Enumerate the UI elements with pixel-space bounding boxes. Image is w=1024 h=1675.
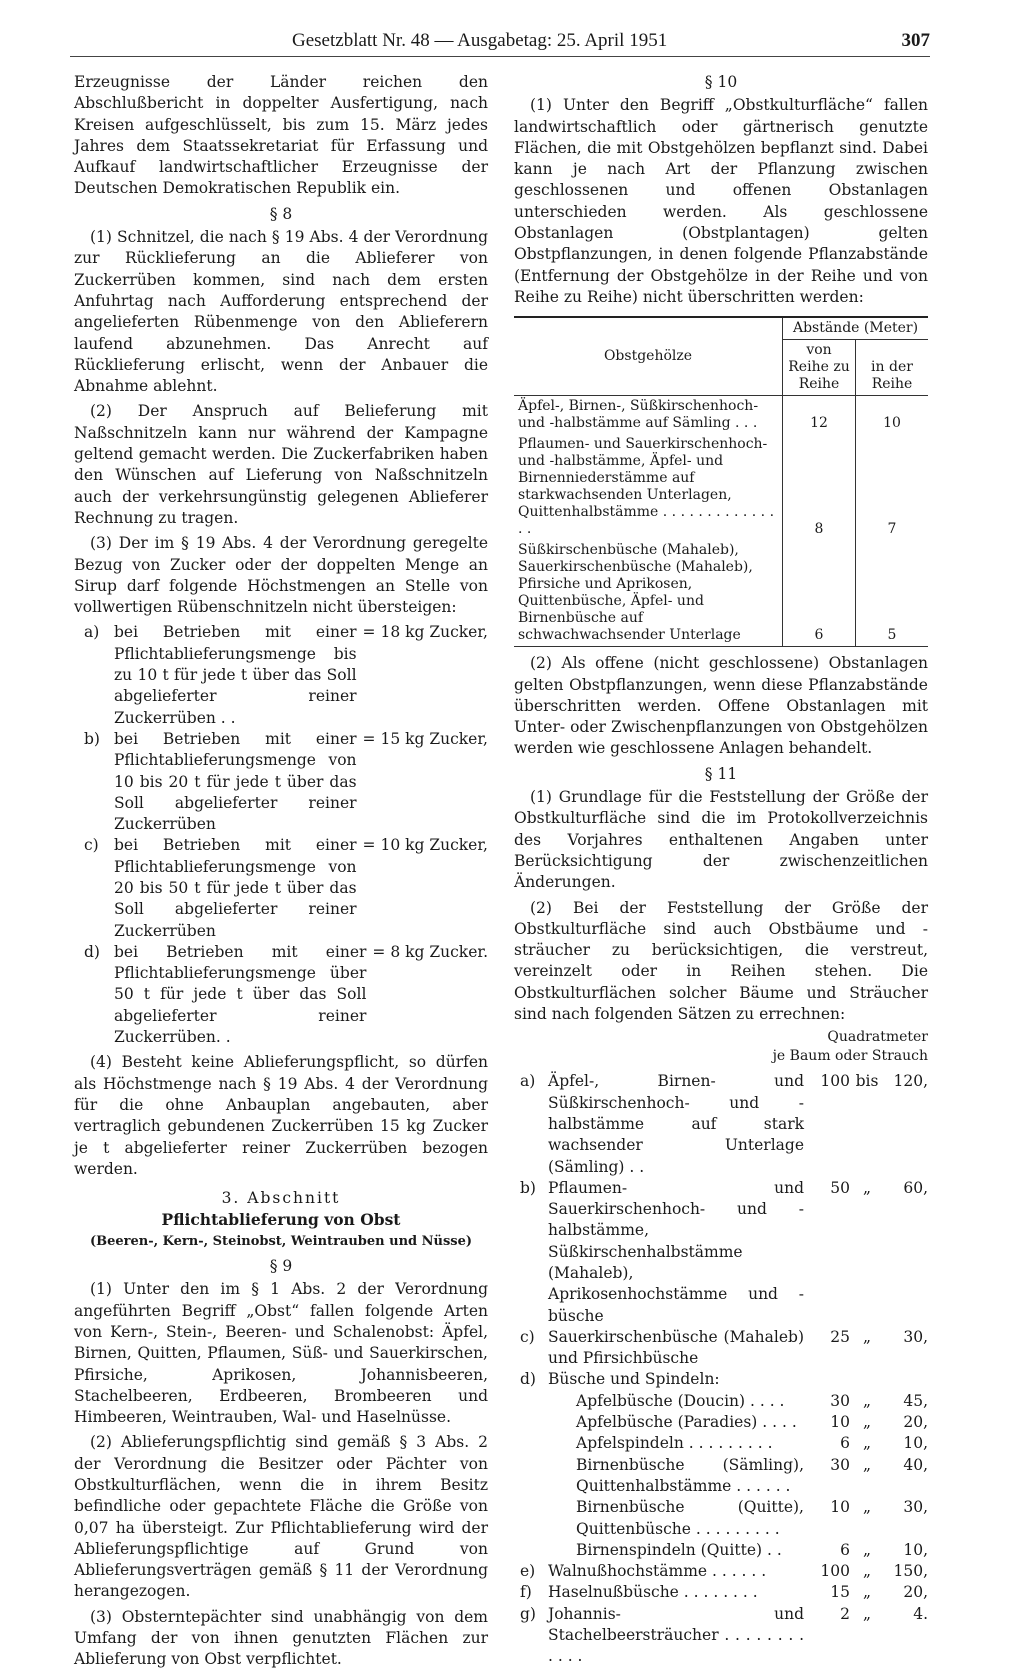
list-item-text: bei Betrieben mit einer Pflichtablieferungsmenge bis zu 10 t für jede t über das Soll abgelieferter reiner Zuckerrüben . .	[114, 623, 357, 727]
rate-row: Apfelspindeln . . . . . . . . . 6 „ 10,	[576, 1434, 928, 1453]
list-item-value: = 8 kg Zucker.	[372, 942, 488, 961]
left-column	[74, 72, 488, 1675]
rate-row: e) Walnußhochstämme . . . . . . 100 „ 150,	[520, 1562, 928, 1581]
section-8-para-2: (2) Der Anspruch auf Belieferung mit Naßschnitzeln kann nur während der Kampagne geltend gemacht werden. Die Zuckerfabriken haben den Wünschen auf Lieferung von Naßschnitzeln auch der verkehrsungünstig gelegenen Ablieferer Rechnung zu tragen.	[74, 402, 488, 527]
right-column	[514, 72, 928, 1668]
section-11-para-2: (2) Bei der Feststellung der Größe der Obstkulturfläche sind auch Obstbäume und -sträucher zu berücksichtigen, die verstreut, vereinzelt oder in Reihen stehen. Die Obstkulturflächen solcher Bäume und Sträucher sind nach folgenden Sätzen zu errechnen:	[514, 898, 928, 1024]
page-number: 307	[901, 30, 930, 51]
list-item-text: bei Betrieben mit einer Pflichtablieferungsmenge von 10 bis 20 t für jede t über das Soll abgelieferter reiner Zuckerrüben	[114, 729, 357, 834]
table-cell-in: 7	[856, 434, 929, 540]
list-item-text: bei Betrieben mit einer Pflichtablieferungsmenge über 50 t für jede t über das Soll abgelieferter reiner Zuckerrüben. .	[114, 942, 367, 1047]
section-9-heading: § 9	[269, 1257, 293, 1276]
table-header-in-reihe: in der Reihe	[856, 340, 929, 396]
section-10-para-1: (1) Unter den Begriff „Obstkulturfläche“ fallen landwirtschaftlich oder gärtnerisch genutzte Flächen, die mit Obstgehölzen bepflanzt sind. Dabei kann je nach Art der Pflanzung zwischen geschlossenen und offenen Obstanlagen unterschieden werden. Als geschlossene Obstanlagen (Obstplantagen) gelten Obstpflanzungen, in denen folgende Pflanzabstände (Entfernung der Obstgehölze in der Reihe und von Reihe zu Reihe) nicht überschritten werden:	[514, 96, 928, 306]
list-item-value: = 15 kg Zucker,	[362, 729, 488, 748]
table-row	[514, 540, 928, 647]
section-10-heading: § 10	[704, 73, 738, 91]
section-8-heading: § 8	[269, 204, 293, 223]
list-item-value: = 10 kg Zucker,	[362, 836, 488, 855]
list-item	[74, 942, 488, 1048]
header-title: Gesetzblatt Nr. 48 — Ausgabetag: 25. April 1951	[292, 30, 668, 51]
section-10-para-2: (2) Als offene (nicht geschlossene) Obstanlagen gelten Obstpflanzungen, wenn diese Pflanzabstände überschritten werden. Offene Obstanlagen mit Unter- oder Zwischenpflanzungen von Obstgehölzen werden wie geschlossene Anlagen behandelt.	[514, 654, 928, 758]
rate-row: g) Johannis- und Stachelbeersträucher . . . . . . . . . . . . 2 „ 4.	[520, 1604, 928, 1666]
rate-row: a) Äpfel-, Birnen- und Süßkirschenhoch- und -halbstämme auf stark wachsender Unterlage (Sämling) . . 100 bis 120,	[520, 1072, 928, 1176]
rate-row: Apfelbüsche (Doucin) . . . . 30 „ 45,	[576, 1391, 928, 1410]
rate-row: Birnenspindeln (Quitte) . . 6 „ 10,	[576, 1540, 928, 1559]
rate-row: Birnenbüsche (Quitte), Quittenbüsche . . . . . . . . . 10 „ 30,	[576, 1498, 928, 1538]
table-cell-text: Süßkirschenbüsche (Mahaleb), Sauerkirschenbüsche (Mahaleb), Pfirsiche und Aprikosen, Quittenbüsche, Äpfel- und Birnenbüsche auf schwachwachsender Unterlage	[514, 540, 783, 647]
section-9-para-3: (3) Obsterntepächter sind unabhängig von dem Umfang der von ihnen genutzten Flächen zur Ablieferung von Obst verpflichtet.	[74, 1607, 488, 1669]
rates-column-header: Quadratmeter	[827, 1029, 928, 1046]
table-cell-text: Äpfel-, Birnen-, Süßkirschenhoch- und -halbstämme auf Sämling . . .	[518, 398, 759, 432]
list-item	[74, 622, 488, 728]
table-row	[514, 434, 928, 540]
rate-row: d) Büsche und Spindeln:	[520, 1370, 720, 1389]
rates-column-subheader: je Baum oder Strauch	[772, 1048, 928, 1065]
table-cell-von: 12	[783, 396, 856, 435]
section-9-para-2: (2) Ablieferungspflichtig sind gemäß § 3 Abs. 2 der Verordnung die Besitzer oder Pächter von Obstkulturflächen, wenn die in ihrem Besitz befindliche oder gepachtete Fläche die Größe von 0,07 ha übersteigt. Zur Pflichtablieferung wird der Ablieferungspflichtige auf Grund von Ablieferungsverträgen gemäß § 11 der Verordnung herangezogen.	[74, 1433, 488, 1601]
list-item	[74, 835, 488, 941]
table-cell-in: 5	[856, 540, 929, 647]
section-8-para-3: (3) Der im § 19 Abs. 4 der Verordnung geregelte Bezug von Zucker oder der doppelten Menge an Sirup darf folgende Höchstmengen an Stelle von vollwertigen Rübenschnitzeln nicht übersteigen:	[74, 534, 488, 617]
list-item-text: bei Betrieben mit einer Pflichtablieferungsmenge von 20 bis 50 t für jede t über das Soll abgelieferter reiner Zuckerrüben	[114, 836, 357, 940]
rate-row: b) Pflaumen- und Sauerkirschenhoch- und -halbstämme, Süßkirschenhalbstämme (Mahaleb), Aprikosenhochstämme und -büsche 50 „ 60,	[520, 1178, 928, 1325]
table-cell-von: 6	[783, 540, 856, 647]
spacing-table	[514, 316, 928, 647]
table-cell-in: 10	[856, 396, 929, 435]
section-8-para-4: (4) Besteht keine Ablieferungspflicht, so dürfen als Höchstmenge nach § 19 Abs. 4 der Verordnung für die ohne Anbauplan angebauten, aber vertraglich gebundenen Zuckerrüben 15 kg Zucker je t abgelieferter reiner Zuckerrüben bezogen werden.	[74, 1053, 488, 1178]
table-cell-text: Pflaumen- und Sauerkirschenhoch- und -halbstämme, Äpfel- und Birnenniederstämme auf starkwachsenden Unterlagen, Quittenhalbstämme . . . . . . . . . . . . . . .	[518, 436, 775, 538]
section-9-para-1: (1) Unter den im § 1 Abs. 2 der Verordnung angeführten Begriff „Obst“ fallen folgende Arten von Kern-, Stein-, Beeren- und Schalenobst: Äpfel, Birnen, Quitten, Pflaumen, Süß- und Sauerkirschen, Pfirsiche, Aprikosen, Johannisbeeren, Stachelbeeren, Erdbeeren, Brombeeren und Himbeeren, Weintrauben, Wal- und Haselnüsse.	[74, 1280, 488, 1427]
section-11-heading: § 11	[704, 764, 738, 783]
section-11-para-1: (1) Grundlage für die Feststellung der Größe der Obstkulturfläche sind die im Protokollverzeichnis des Vorjahres enthaltenen Angaben unter Berücksichtigung der zwischenzeitlichen Änderungen.	[514, 788, 928, 892]
intro-paragraph: Erzeugnisse der Länder reichen den Abschlußbericht in doppelter Ausfertigung, nach Kreisen aufgeschlüsselt, bis zum 15. März jedes Jahres dem Staatssekretariat für Erfassung und Aufkauf landwirtschaftlicher Erzeugnisse der Deutschen Demokratischen Republik ein.	[74, 73, 488, 198]
table-header-abstaende: Abstände (Meter)	[783, 317, 929, 340]
list-item-label: d)	[84, 942, 100, 961]
rate-row: c) Sauerkirschenbüsche (Mahaleb) und Pfirsichbüsche 25 „ 30,	[520, 1327, 928, 1368]
list-item-label: b)	[84, 729, 100, 748]
chapter-heading: 3. Abschnitt	[221, 1189, 341, 1208]
table-row	[514, 396, 928, 435]
table-header-von-reihe: von Reihe zu Reihe	[783, 340, 856, 396]
list-item	[74, 729, 488, 835]
chapter-subtitle-detail: (Beeren-, Kern-, Steinobst, Weintrauben und Nüsse)	[89, 1233, 473, 1249]
chapter-subtitle: Pflichtablieferung von Obst	[161, 1210, 401, 1230]
rate-row: Apfelbüsche (Paradies) . . . . 10 „ 20,	[576, 1413, 928, 1432]
rate-row: Birnenbüsche (Sämling), Quittenhalbstämme . . . . . . 30 „ 40,	[576, 1455, 928, 1495]
table-header-obst: Obstgehölze	[514, 317, 783, 396]
list-item-label: a)	[84, 623, 100, 642]
section-8-para-1: (1) Schnitzel, die nach § 19 Abs. 4 der Verordnung zur Rücklieferung an die Ablieferer von Zuckerrüben kommen, sind nach dem ersten Anfuhrtag nach Aufforderung entsprechend der angelieferten Rübenmenge von den Ablieferern laufend abzunehmen. Das Anrecht auf Rücklieferung erlischt, wenn der Anbauer die Abnahme ablehnt.	[74, 228, 488, 396]
table-cell-von: 8	[783, 434, 856, 540]
page-header	[70, 26, 930, 57]
rate-row: f) Haselnußbüsche . . . . . . . . 15 „ 20,	[520, 1583, 928, 1602]
list-item-value: = 18 kg Zucker,	[362, 623, 488, 642]
list-item-label: c)	[84, 836, 99, 855]
